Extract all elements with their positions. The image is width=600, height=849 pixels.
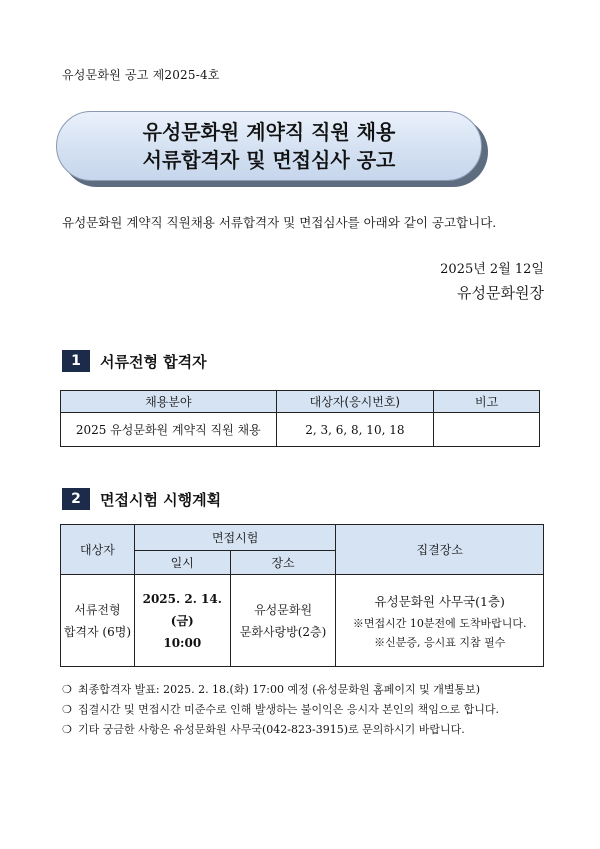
header-gathering: 집결장소: [336, 525, 544, 575]
title-box: [56, 111, 482, 181]
bullet-icon: ❍: [62, 723, 72, 736]
list-item: [62, 700, 499, 720]
section-1-number: 1: [62, 350, 90, 372]
header-place: 장소: [230, 551, 336, 575]
header-interview: 면접시험: [134, 525, 336, 551]
section-2-number: 2: [62, 488, 90, 510]
cell-datetime: [134, 575, 230, 667]
bullet-icon: ❍: [62, 703, 72, 716]
notice-date: 2025년 2월 12일: [440, 262, 544, 277]
table-row: [61, 413, 540, 447]
target-line-2: 합격자 (6명): [63, 624, 132, 639]
cell-remarks: [434, 413, 540, 447]
gathering-main: 유성문화원 사무국(1층): [374, 593, 505, 609]
gathering-note-1: ※면접시간 10분전에 도착바랍니다.: [352, 616, 527, 630]
header-candidates: 대상자(응시번호): [276, 391, 434, 413]
interview-date: 2025. 2. 14.(금): [142, 591, 222, 628]
header-target: 대상자: [61, 525, 135, 575]
section-2-heading: [62, 488, 221, 510]
issuer: 유성문화원장: [457, 284, 544, 302]
section-2-title: 면접시험 시행계획: [100, 490, 222, 509]
cell-candidates: 2, 3, 6, 8, 10, 18: [276, 413, 434, 447]
list-item: [62, 720, 499, 740]
cell-target: [61, 575, 135, 667]
section-1-title: 서류전형 합격자: [100, 352, 207, 371]
cell-gathering: [336, 575, 544, 667]
header-remarks: 비고: [434, 391, 540, 413]
notice-number: 유성문화원 공고 제2025-4호: [62, 68, 220, 82]
table-header-row: [61, 391, 540, 413]
table-header-row: [61, 525, 544, 551]
intro-text: 유성문화원 계약직 직원채용 서류합격자 및 면접심사를 아래와 같이 공고합니다.: [62, 215, 497, 230]
target-line-1: 서류전형: [74, 602, 121, 617]
document-pass-table: [60, 390, 540, 447]
interview-plan-table: [60, 524, 544, 667]
interview-time: 10:00: [163, 635, 202, 650]
header-datetime: 일시: [134, 551, 230, 575]
section-1-heading: [62, 350, 207, 372]
title-line-1: 유성문화원 계약직 직원 채용: [142, 120, 396, 144]
gathering-note-2: ※신분증, 응시표 지참 필수: [374, 635, 506, 649]
cell-place: [230, 575, 336, 667]
header-field: 채용분야: [61, 391, 277, 413]
list-item: [62, 680, 499, 700]
note-text-2: 집결시간 및 면접시간 미준수로 인해 발생하는 불이익은 응시자 본인의 책임으로 합니다.: [78, 703, 499, 716]
note-text-3: 기타 궁금한 사항은 유성문화원 사무국(042-823-3915)로 문의하시기 바랍니다.: [78, 723, 465, 736]
note-text-1: 최종합격자 발표: 2025. 2. 18.(화) 17:00 예정 (유성문화원 홈페이지 및 개별통보): [78, 683, 481, 696]
place-line-2: 문화사랑방(2층): [239, 624, 327, 639]
place-line-1: 유성문화원: [254, 602, 313, 617]
title-line-2: 서류합격자 및 면접심사 공고: [142, 148, 396, 172]
bullet-icon: ❍: [62, 683, 72, 696]
cell-field: 2025 유성문화원 계약직 직원 채용: [61, 413, 277, 447]
notes-list: [62, 680, 499, 740]
table-row: [61, 575, 544, 667]
